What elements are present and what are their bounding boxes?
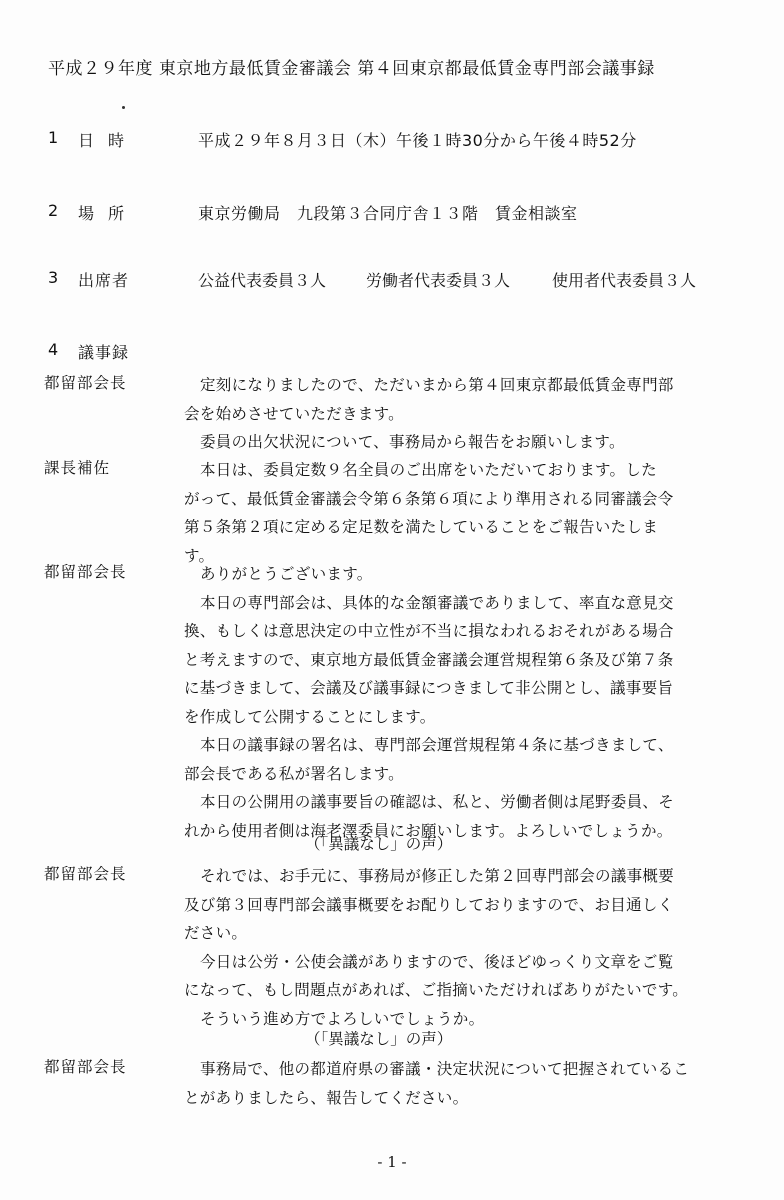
item-value: 東京労働局 九段第３合同庁舎１３階 賃金相談室: [198, 204, 578, 223]
speech-line: になって、もし問題点があれば、ご指摘いただければありがたいです。: [184, 981, 689, 999]
speech-line: 本日の議事録の署名は、専門部会運営規程第４条に基づきまして、: [200, 736, 674, 754]
speech-line: 今日は公労・公使会議がありますので、後ほどゆっくり文章をご覧: [200, 952, 674, 971]
speech-line: と考えますので、東京地方最低賃金審議会運営規程第６条及び第７条: [184, 650, 674, 669]
item-label: 日時: [78, 131, 139, 150]
speech-line: に基づきまして、会議及び議事録につきまして非公開とし、議事要旨: [184, 679, 674, 697]
item-label: 議事録: [78, 343, 130, 362]
stray-mark: [122, 106, 125, 109]
attendees-labor: 労働者代表委員３人: [366, 271, 511, 290]
speech-line: がって、最低賃金審議会令第６条第６項により準用される同審議会令: [184, 489, 674, 508]
speech-line: 換、もしくは意思決定の中立性が不当に損なわれるおそれがある場合: [184, 622, 674, 640]
speech-text: [184, 1055, 769, 1112]
speech-line: 及び第３回専門部会議事概要をお配りしておりますので、お目通しく: [184, 895, 674, 914]
speech-line: を作成して公開することにします。: [184, 707, 436, 726]
item-number: 4: [48, 340, 59, 359]
item-label: 出席者: [78, 271, 130, 290]
speech-line: 部会長である私が署名します。: [184, 764, 404, 783]
speech-line: 事務局で、他の都道府県の審議・決定状況について把握されているこ: [200, 1060, 690, 1078]
speech-text: [184, 862, 769, 1033]
speech-line: 本日は、委員定数９名全員のご出席をいただいております。した: [200, 461, 657, 479]
speaker-name: 都留部会長: [44, 563, 127, 581]
speech-line: それでは、お手元に、事務局が修正した第２回専門部会の議事概要: [200, 867, 675, 885]
attendees-employer: 使用者代表委員３人: [552, 271, 697, 290]
speech-line: 会を始めさせていただきます。: [184, 404, 404, 423]
speech-line: 本日の公開用の議事要旨の確認は、私と、労働者側は尾野委員、そ: [200, 793, 675, 811]
voice-remark: （「異議なし」の声）: [305, 835, 453, 853]
voice-remark: （「異議なし」の声）: [305, 1030, 453, 1048]
speech-line: れから使用者側は海老澤委員にお願いします。よろしいでしょうか。: [184, 821, 673, 840]
item-number: 3: [48, 268, 59, 287]
speaker-name: 都留部会長: [44, 374, 127, 392]
attendees-public: 公益代表委員３人: [198, 271, 327, 290]
item-label: 場所: [78, 204, 139, 223]
speaker-name: 都留部会長: [44, 1058, 127, 1076]
speech-line: そういう進め方でよろしいでしょうか。: [200, 1009, 485, 1028]
speech-line: 第５条第２項に定める定足数を満たしていることをご報告いたしま: [184, 518, 659, 536]
speaker-name: 都留部会長: [44, 865, 127, 883]
speech-line: ありがとうございます。: [200, 565, 373, 583]
item-number: 2: [48, 201, 59, 220]
speech-line: す。: [184, 546, 215, 565]
speech-text: [184, 560, 769, 845]
item-number: 1: [48, 128, 59, 147]
page-number: - 1 -: [377, 1153, 407, 1171]
speech-line: ださい。: [184, 924, 248, 942]
speech-line: 定刻になりましたので、ただいまから第４回東京都最低賃金専門部: [200, 376, 674, 394]
speech-line: 本日の専門部会は、具体的な金額審議でありまして、率直な意見交: [200, 593, 674, 612]
item-value: 平成２９年８月３日（木）午後１時30分から午後４時52分: [198, 131, 637, 150]
speech-text: [184, 371, 769, 457]
speech-text: [184, 456, 769, 570]
speech-line: 委員の出欠状況について、事務局から報告をお願いします。: [200, 433, 625, 451]
speech-line: とがありましたら、報告してください。: [184, 1088, 469, 1107]
document-title: 平成２９年度 東京地方最低賃金審議会 第４回東京都最低賃金専門部会議事録: [48, 59, 655, 79]
speaker-name: 課長補佐: [44, 459, 111, 477]
